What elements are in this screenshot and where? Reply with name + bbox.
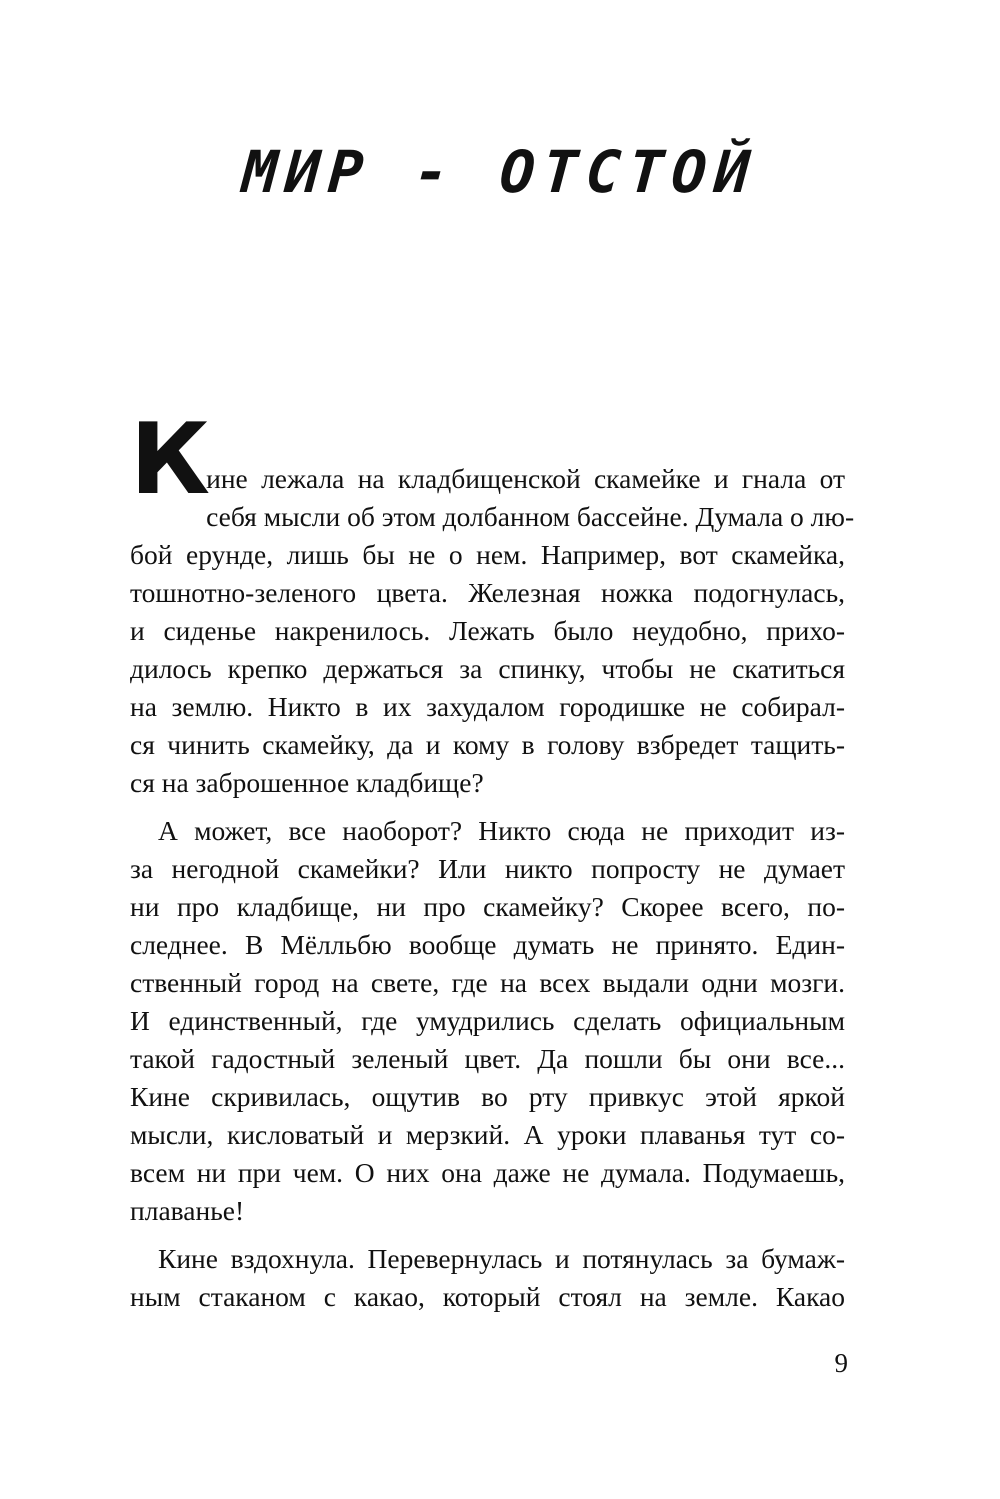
text-line: ным стаканом с какао, который стоял на земле. Какао	[130, 1281, 845, 1312]
text-line: ственный город на свете, где на всех выдали одни мозги.	[130, 967, 845, 998]
text-line: на землю. Никто в их захудалом городишке не собирал-	[130, 691, 845, 722]
text-line: бой ерунде, лишь бы не о нем. Например, вот скамейка,	[130, 539, 845, 570]
text-line: Кине вздохнула. Перевернулась и потянулась за бумаж-	[158, 1243, 845, 1274]
paragraph-1	[130, 498, 855, 802]
text-line: плаванье!	[130, 1195, 245, 1226]
text-line: за негодной скамейки? Или никто попросту не думает	[130, 853, 845, 884]
text-line: всем ни при чем. О них она даже не думала. Подумаешь,	[130, 1157, 845, 1188]
chapter-title: МИР - ОТСТОЙ	[240, 138, 760, 206]
text-line: дилось крепко держаться за спинку, чтобы не скатиться	[130, 653, 845, 684]
text-line: Кине скривилась, ощутив во рту привкус этой яркой	[130, 1081, 845, 1112]
text-line: А может, все наоборот? Никто сюда не приходит из-	[158, 815, 845, 846]
body-text	[130, 403, 855, 1316]
text-line: и сиденье накренилось. Лежать было неудобно, прихо-	[130, 615, 845, 646]
text-line: себя мысли об этом долбанном бассейне. Думала о лю-	[206, 501, 855, 532]
text-line: такой гадостный зеленый цвет. Да пошли бы они все...	[130, 1043, 845, 1074]
text-line: ни про кладбище, ни про скамейку? Скорее всего, по-	[130, 891, 845, 922]
paragraph-3	[130, 1240, 845, 1316]
text-line: мысли, кисловатый и мерзкий. А уроки плаванья тут со-	[130, 1119, 845, 1150]
text-line: И единственный, где умудрились сделать официальным	[130, 1005, 845, 1036]
paragraph-2	[130, 812, 845, 1230]
text-line: ся на заброшенное кладбище?	[130, 767, 484, 798]
text-line: тошнотно-зеленого цвета. Железная ножка подогнулась,	[130, 577, 845, 608]
text-line: следнее. В Мёлльбю вообще думать не принято. Един-	[130, 929, 845, 960]
first-line-text: ине лежала на кладбищенской скамейке и гнала от	[206, 463, 845, 494]
text-line: ся чинить скамейку, да и кому в голову взбредет тащить-	[130, 729, 845, 760]
drop-cap: К	[130, 403, 207, 517]
page-number: 9	[834, 1348, 848, 1378]
